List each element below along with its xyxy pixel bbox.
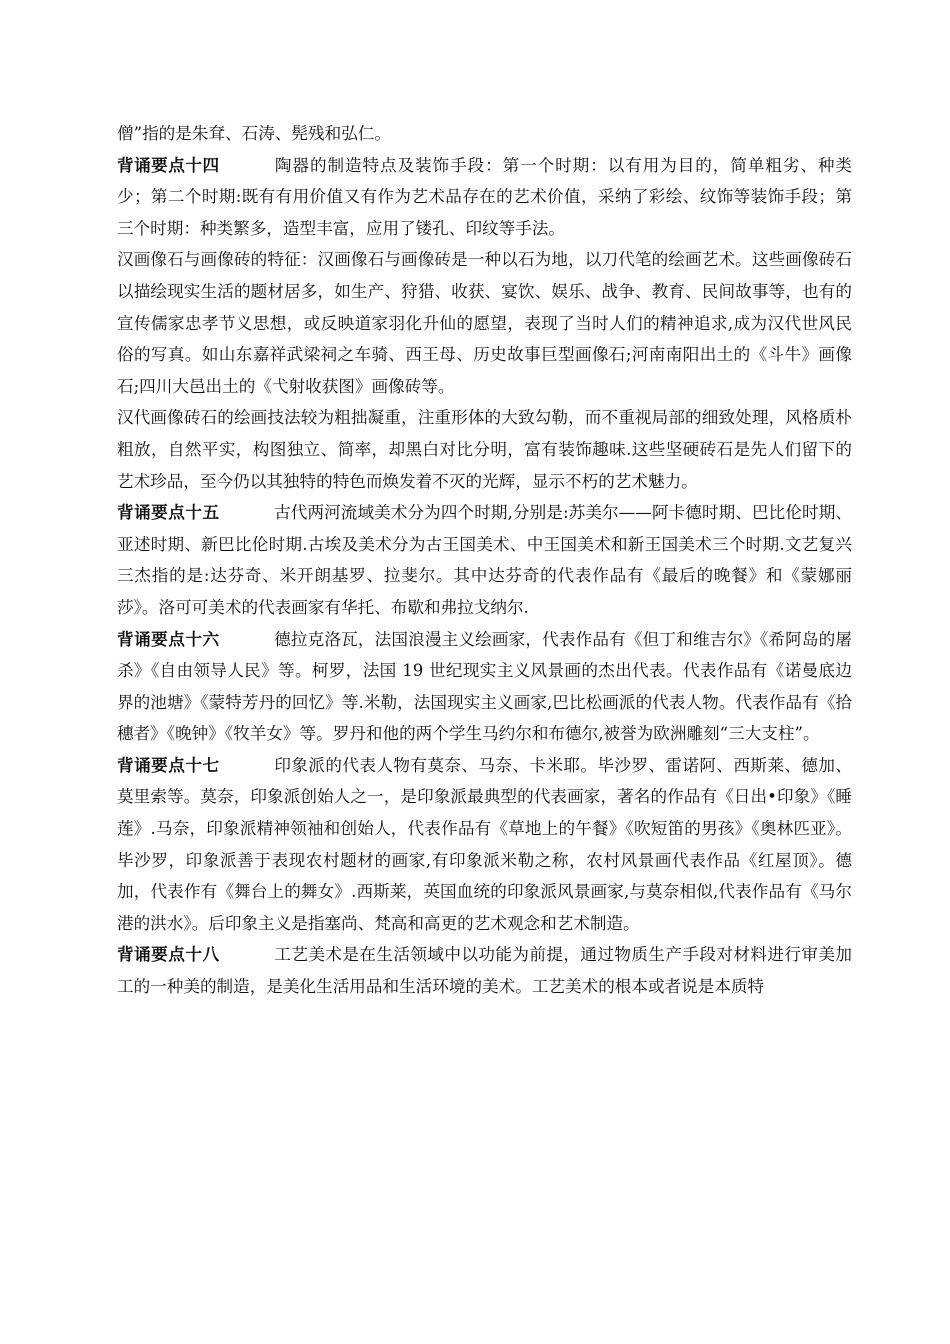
paragraph-text: 僧”指的是朱耷、石涛、髡残和弘仁。: [117, 124, 391, 143]
paragraph-text: 汉画像石与画像砖的特征：汉画像石与画像砖是一种以石为地，以刀代笔的绘画艺术。这些画像砖石以描绘现实生活的题材居多，如生产、狩猎、收获、宴饮、娱乐、战争、教育、民间故事等，也有的宣传儒家忠孝节义思想，或反映道家羽化升仙的愿望，表现了当时人们的精神追求,成为汉代世风民俗的写真。如山东嘉祥武梁祠之车骑、西王母、历史故事巨型画像石;河南南阳出土的《斗牛》画像石;四川大邑出土的《弋射收获图》画像砖等。: [117, 250, 852, 396]
paragraph-text: 印象派的代表人物有莫奈、马奈、卡米耶。毕沙罗、雷诺阿、西斯莱、德加、莫里索等。莫奈，印象派创始人之一，是印象派最典型的代表画家，著名的作品有《日出•印象》《睡莲》.马奈，印象派精神领袖和创始人，代表作品有《草地上的午餐》《吹短笛的男孩》《奥林匹亚》。毕沙罗，印象派善于表现农村题材的画家,有印象派米勒之称，农村风景画代表作品《红屋顶》。德加，代表作有《舞台上的舞女》.西斯莱，英国血统的印象派风景画家,与莫奈相似,代表作品有《马尔港的洪水》。后印象主义是指塞尚、梵高和高更的艺术观念和艺术制造。: [117, 755, 852, 933]
paragraph-point-17: [117, 750, 852, 940]
paragraph-han-relief-features: [117, 244, 852, 402]
section-heading-14: 背诵要点十四: [117, 155, 220, 175]
section-heading-15: 背诵要点十五: [117, 503, 220, 523]
paragraph-point-16: [117, 624, 852, 750]
paragraph-han-relief-technique: [117, 402, 852, 497]
paragraph-point-15: [117, 497, 852, 623]
document-body: [117, 118, 852, 1003]
section-heading-17: 背诵要点十七: [117, 755, 220, 775]
paragraph-text: 陶器的制造特点及装饰手段：第一个时期：以有用为目的，简单粗劣、种类少；第二个时期:既有有用价值又有作为艺术品存在的艺术价值，采纳了彩绘、纹饰等装饰手段；第三个时期：种类繁多，造型丰富，应用了镂孔、印纹等手法。: [117, 155, 852, 238]
paragraph-point-14: [117, 150, 852, 245]
paragraph-text: 德拉克洛瓦，法国浪漫主义绘画家，代表作品有《但丁和维吉尔》《希阿岛的屠杀》《自由领导人民》等。柯罗，法国 19 世纪现实主义风景画的杰出代表。代表作品有《诺曼底边界的池塘》《蒙特芳丹的回忆》等.米勒，法国现实主义画家,巴比松画派的代表人物。代表作品有《拾穗者》《晚钟》《牧羊女》等。罗丹和他的两个学生马约尔和布德尔,被誉为欧洲雕刻“三大支柱”。: [117, 629, 852, 744]
paragraph-text: 古代两河流域美术分为四个时期,分别是:苏美尔——阿卡德时期、巴比伦时期、亚述时期、新巴比伦时期.古埃及美术分为古王国美术、中王国美术和新王国美术三个时期.文艺复兴三杰指的是:达芬奇、米开朗基罗、拉斐尔。其中达芬奇的代表作品有《最后的晚餐》和《蒙娜丽莎》。洛可可美术的代表画家有华托、布歇和弗拉戈纳尔.: [117, 503, 852, 617]
paragraph-text: 汉代画像砖石的绘画技法较为粗拙凝重，注重形体的大致勾勒，而不重视局部的细致处理，风格质朴粗放，自然平实，构图独立、简率，却黑白对比分明，富有装饰趣味.这些坚硬砖石是先人们留下的艺术珍品，至今仍以其独特的特色而焕发着不灭的光辉，显示不朽的艺术魅力。: [117, 408, 852, 491]
paragraph-point-18: [117, 939, 852, 1002]
section-heading-18: 背诵要点十八: [117, 945, 220, 965]
section-heading-16: 背诵要点十六: [117, 629, 220, 649]
paragraph-text: 工艺美术是在生活领域中以功能为前提，通过物质生产手段对材料进行审美加工的一种美的制造，是美化生活用品和生活环境的美术。工艺美术的根本或者说是本质特: [117, 945, 852, 997]
paragraph-seng-continuation: [117, 118, 852, 150]
